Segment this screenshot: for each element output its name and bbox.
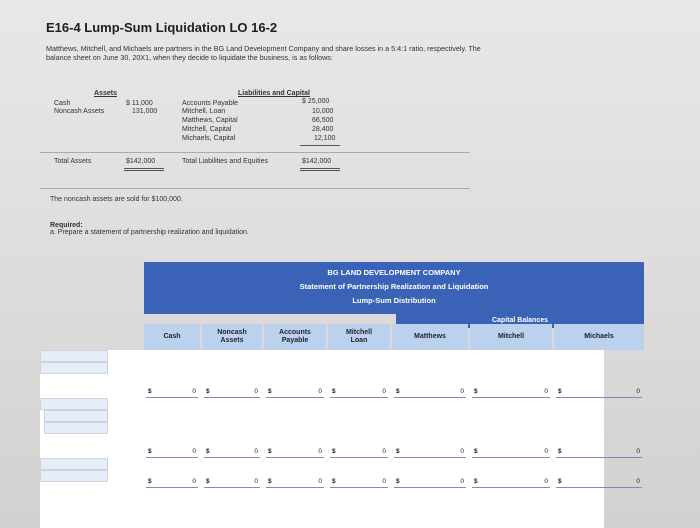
dollar-sign-after-sale-2: $ [268,388,272,395]
subtotal-line-final-3 [330,487,388,488]
dollar-sign-final-4: $ [396,478,400,485]
liquidation-worksheet [40,262,640,528]
total-assets-rule-2 [124,170,164,171]
liab-ap-label: Accounts Payable [182,100,239,107]
col-ap: Accounts Payable [264,324,326,350]
liab-loan-value: 10,000 [312,108,334,115]
subtotal-value-after-creditors-3: 0 [382,448,386,455]
total-liab-label: Total Liabilities and Equities [182,158,268,165]
subtotal-line-final-5 [472,487,550,488]
problem-intro: Matthews, Mitchell, and Michaels are partners in the BG Land Development Company and share losses in a 5:4:1 ratio, respectively. The balance sheet on June 30, 20X1, when they decide to liquidate the business, is as follows: [46,44,481,62]
required-block [50,222,249,236]
subtotal-value-after-sale-2: 0 [318,388,322,395]
subtotal-line-after-sale-4 [394,397,466,398]
subtotal-value-final-2: 0 [318,478,322,485]
subtotal-line-after-sale-3 [330,397,388,398]
subtotal-value-final-6: 0 [636,478,640,485]
worksheet-company: BG LAND DEVELOPMENT COMPANY [327,268,461,277]
subtotal-line-after-sale-1 [204,397,260,398]
subtotal-value-after-creditors-0: 0 [192,448,196,455]
required-text: a. Prepare a statement of partnership realization and liquidation. [50,229,249,236]
dollar-sign-after-sale-4: $ [396,388,400,395]
total-assets-value: $142,000 [126,158,156,165]
subtotal-line-after-sale-0 [146,397,198,398]
capital-balances-header: Capital Balances [396,314,644,328]
page-title: E16-4 Lump-Sum Liquidation LO 16-2 [46,20,278,35]
dollar-sign-after-sale-1: $ [206,388,210,395]
liabilities-header: Liabilities and Capital [238,90,310,97]
required-label: Required: [50,222,83,229]
dollar-sign-after-sale-5: $ [474,388,478,395]
subtotal-line-after-sale-2 [266,397,324,398]
col-mitchell: Mitchell [470,324,552,350]
total-assets-label: Total Assets [54,158,92,165]
dollar-sign-final-0: $ [148,478,152,485]
subtotal-value-after-creditors-1: 0 [254,448,258,455]
subtotal-line-after-creditors-1 [204,457,260,458]
subtotal-value-after-creditors-2: 0 [318,448,322,455]
total-liab-value: $142,000 [302,158,332,165]
dollar-sign-after-creditors-1: $ [206,448,210,455]
balances-row-input[interactable] [40,350,108,362]
balance-sheet [50,90,470,190]
dollar-sign-final-6: $ [558,478,562,485]
sale-row-input[interactable] [40,362,108,374]
subtotal-rule [300,145,340,146]
payment-creditors-input[interactable] [40,398,108,410]
subtotal-value-after-sale-5: 0 [544,388,548,395]
outside-creditors-input[interactable] [44,410,108,422]
liab-mitchell-value: 28,400 [312,126,334,133]
subtotal-value-after-sale-6: 0 [636,388,640,395]
balances-end-input[interactable] [40,470,108,482]
subtotal-line-final-0 [146,487,198,488]
liab-ap-value: $ 25,000 [302,98,330,105]
asset-noncash-value: 131,000 [132,108,158,115]
subtotal-line-after-creditors-3 [330,457,388,458]
liab-matthews-label: Matthews, Capital [182,117,238,124]
total-liab-rule-2 [300,170,340,171]
col-matthews: Matthews [392,324,468,350]
problem-note: The noncash assets are sold for $100,000. [50,196,183,203]
col-michaels: Michaels [554,324,644,350]
dollar-sign-final-3: $ [332,478,336,485]
worksheet-grid [40,350,640,528]
asset-noncash-label: Noncash Assets [54,108,105,115]
subtotal-value-final-1: 0 [254,478,258,485]
worksheet-statement: Statement of Partnership Realization and Liquidation [299,282,489,291]
col-noncash: Noncash Assets [202,324,262,350]
dollar-sign-after-creditors-5: $ [474,448,478,455]
dollar-sign-after-creditors-3: $ [332,448,336,455]
liab-michaels-label: Michaels, Capital [182,135,236,142]
separator-top [40,152,470,153]
subtotal-value-after-sale-1: 0 [254,388,258,395]
dollar-sign-after-sale-6: $ [558,388,562,395]
subtotal-line-final-6 [556,487,642,488]
subtotal-value-after-sale-0: 0 [192,388,196,395]
subtotal-value-after-creditors-5: 0 [544,448,548,455]
subtotal-value-after-sale-3: 0 [382,388,386,395]
liab-mitchell-label: Mitchell, Capital [182,126,232,133]
subtotal-value-final-5: 0 [544,478,548,485]
payment-partners-input[interactable] [40,458,108,470]
subtotal-line-after-creditors-0 [146,457,198,458]
subtotal-value-final-3: 0 [382,478,386,485]
subtotal-value-final-4: 0 [460,478,464,485]
asset-cash-value: $ 11,000 [126,100,153,107]
col-cash: Cash [144,324,200,350]
liab-michaels-value: 12,100 [314,135,336,142]
dollar-sign-final-2: $ [268,478,272,485]
subtotal-value-after-sale-4: 0 [460,388,464,395]
dollar-sign-final-1: $ [206,478,210,485]
liab-loan-label: Mitchell, Loan [182,108,226,115]
worksheet-banner [144,262,644,314]
dollar-sign-after-creditors-2: $ [268,448,272,455]
dollar-sign-after-creditors-0: $ [148,448,152,455]
subtotal-value-final-0: 0 [192,478,196,485]
subtotal-line-after-creditors-2 [266,457,324,458]
subtotal-line-after-creditors-4 [394,457,466,458]
subtotal-line-final-4 [394,487,466,488]
subtotal-line-after-sale-5 [472,397,550,398]
subtotal-line-after-creditors-5 [472,457,550,458]
liab-matthews-value: 66,500 [312,117,334,124]
total-assets-rule-1 [124,168,164,169]
mitchell-row-input[interactable] [44,422,108,434]
total-liab-rule-1 [300,168,340,169]
subtotal-line-after-creditors-6 [556,457,642,458]
worksheet-method: Lump-Sum Distribution [352,296,436,305]
separator-bottom [40,188,470,189]
assets-header: Assets [94,90,117,97]
dollar-sign-after-sale-0: $ [148,388,152,395]
col-loan: Mitchell Loan [328,324,390,350]
subtotal-line-final-1 [204,487,260,488]
subtotal-value-after-creditors-4: 0 [460,448,464,455]
subtotal-line-final-2 [266,487,324,488]
dollar-sign-after-creditors-6: $ [558,448,562,455]
asset-cash-label: Cash [54,100,71,107]
dollar-sign-after-creditors-4: $ [396,448,400,455]
subtotal-value-after-creditors-6: 0 [636,448,640,455]
subtotal-line-after-sale-6 [556,397,642,398]
dollar-sign-after-sale-3: $ [332,388,336,395]
dollar-sign-final-5: $ [474,478,478,485]
